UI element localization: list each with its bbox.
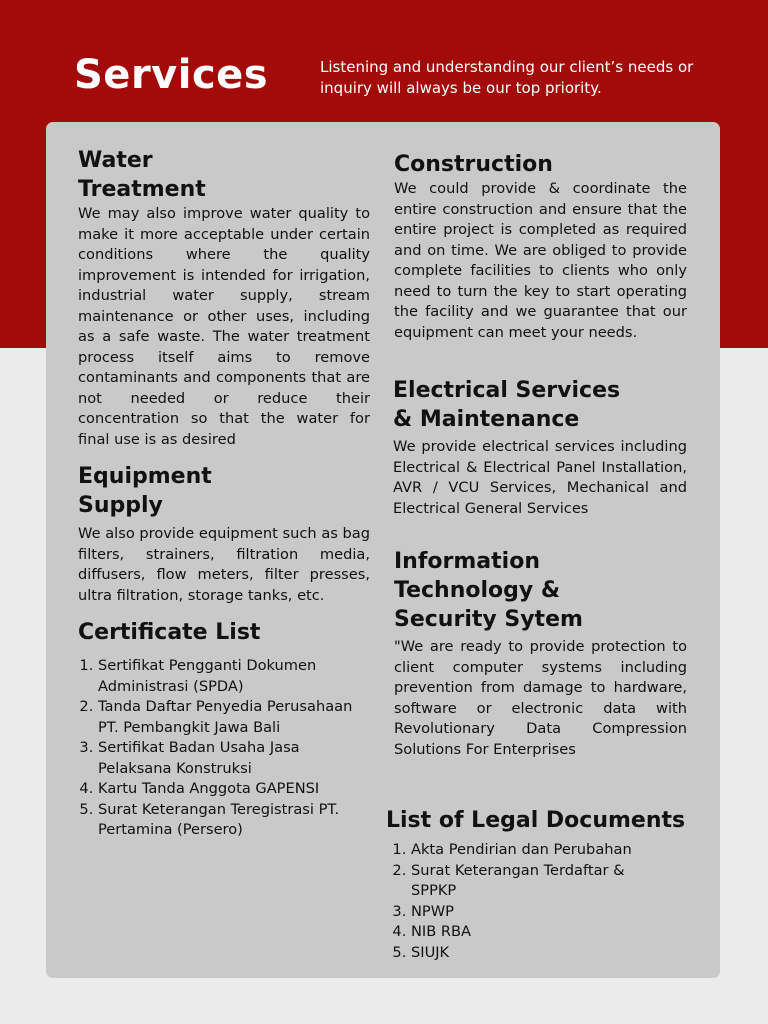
water-treatment-body: We may also improve water quality to make it more acceptable under certain conditions where the quality improvement is intended for irrigation, industrial water supply, stream maintenance or other uses, including as a safe waste. The water treatment process itself aims to remove contaminants and components that are not needed or reduce their concentration so that the water for final use is as desired	[78, 205, 370, 448]
electrical-services-heading	[393, 376, 687, 434]
list-item: 3. NPWP	[411, 902, 671, 923]
it-security-section	[394, 547, 687, 760]
electrical-heading-line2: & Maintenance	[393, 407, 580, 432]
legal-documents-section	[386, 806, 696, 963]
it-security-body: "We are ready to provide protection to client computer systems including prevention from damage to hardware, software or electronic data with Revolutionary Data Compression Solutions For Enterprises	[394, 638, 687, 758]
legal-documents-list	[386, 840, 671, 963]
list-item: 4. NIB RBA	[411, 922, 671, 943]
electrical-services-section	[393, 376, 687, 519]
construction-section	[394, 150, 687, 343]
list-item: 5. Surat Keterangan Teregistrasi PT. Pertamina (Persero)	[98, 800, 370, 841]
list-item: 2. Tanda Daftar Penyedia Perusahaan PT. Pembangkit Jawa Bali	[98, 697, 370, 738]
certificate-list-section	[78, 618, 370, 841]
it-heading-line1: Information	[394, 549, 540, 574]
list-item: 5. SIUJK	[411, 943, 671, 964]
water-heading-line2: Treatment	[78, 177, 206, 202]
equipment-supply-heading	[78, 462, 370, 520]
services-card	[46, 122, 720, 978]
equipment-heading-line1: Equipment	[78, 464, 212, 489]
list-item: 3. Sertifikat Badan Usaha Jasa Pelaksana Konstruksi	[98, 738, 370, 779]
list-item: 1. Sertifikat Pengganti Dokumen Administrasi (SPDA)	[98, 656, 370, 697]
certificate-list-heading: Certificate List	[78, 620, 261, 645]
electrical-services-body: We provide electrical services including Electrical & Electrical Panel Installation, AVR / VCU Services, Mechanical and Electrical General Services	[393, 438, 687, 517]
it-security-heading	[394, 547, 687, 634]
water-treatment-heading	[78, 146, 370, 204]
electrical-heading-line1: Electrical Services	[393, 378, 621, 403]
legal-documents-heading: List of Legal Documents	[386, 808, 686, 833]
header-tagline: Listening and understanding our client’s needs or inquiry will always be our top priority.	[320, 58, 694, 97]
construction-heading: Construction	[394, 152, 553, 177]
certificate-list	[78, 656, 370, 841]
equipment-supply-body: We also provide equipment such as bag filters, strainers, filtration media, diffusers, flow meters, filter presses, ultra filtration, storage tanks, etc.	[78, 525, 370, 604]
page-title: Services	[74, 52, 269, 98]
list-item: 4. Kartu Tanda Anggota GAPENSI	[98, 779, 370, 800]
list-item: 2. Surat Keterangan Terdaftar & SPPKP	[411, 861, 671, 902]
list-item: 1. Akta Pendirian dan Perubahan	[411, 840, 671, 861]
construction-body: We could provide & coordinate the entire construction and ensure that the entire project is completed as required and on time. We are obliged to provide complete facilities to clients who only need to turn the key to start operating the facility and we guarantee that our equipment can meet your needs.	[394, 180, 687, 341]
it-heading-line2: Technology &	[394, 578, 561, 603]
equipment-supply-section	[78, 462, 370, 606]
water-treatment-section	[78, 146, 370, 450]
it-heading-line3: Security Sytem	[394, 607, 583, 632]
water-heading-line1: Water	[78, 148, 153, 173]
equipment-heading-line2: Supply	[78, 493, 163, 518]
